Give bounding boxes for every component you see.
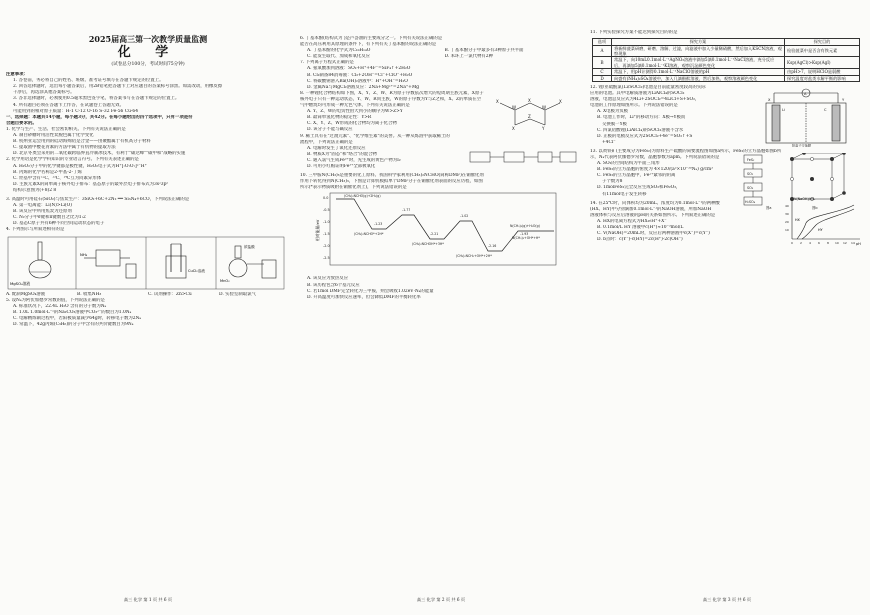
series-label: HY [818, 227, 823, 232]
q4-label-d1: 浓盐酸 [244, 244, 255, 249]
energy-value: -2.21 [430, 232, 439, 237]
q4-option: A. 配制MgSO₄溶液 [6, 291, 46, 297]
table-header: 探究方案 [612, 39, 785, 45]
q14-option: A. HX的电离方程式为HX⇌H⁺+X⁻ [597, 218, 667, 224]
svg-text:2: 2 [800, 240, 802, 245]
q2-option: C. 烃基中含有¹²C、¹³C、¹⁴C互为同素异形体 [13, 175, 102, 181]
q2-option: D. 主族元素X的简单离子核外电子排布：基态原子的最外层电子排布式为3s²3p⁵ [13, 181, 169, 187]
q1-option: C. 提取菌中樱花青素的方法中属于有机物的提取方法 [13, 145, 116, 151]
q1-option: B. 杭州亚运会用到的硅动海绵铝是合金——由聚酯属于有机高分子材料 [13, 139, 151, 145]
svg-text:W: W [512, 105, 516, 111]
table-cell: 常温下，向10mL0.1mol·L⁻¹AgNO₃溶液中滴加5滴0.1mol·L⁻¹NaCl溶液，充分反应后，再滴加5滴0.1mol·L⁻¹KI溶液，观察沉淀颜色变化 [612, 57, 785, 69]
q14-stem: 14. 在25℃时，向体积均为20mL、浓度均为0.1mol·L⁻¹的两种酸 [590, 200, 720, 206]
svg-text:Z: Z [528, 114, 531, 120]
flow-step: SO₃ [747, 186, 754, 191]
q13-option: A. SO₂的空间结构为平面三角形 [597, 161, 660, 167]
state-label: N(CH₃)₃+OH*+H* [512, 236, 540, 241]
table-cell: 探究温度对盐类水解平衡的影响 [785, 75, 860, 81]
apparatus-drawings [6, 236, 290, 290]
ytick: -2.0 [323, 244, 330, 249]
page-2 [300, 8, 582, 606]
q1-option: D. 北京冬奥会采用的二氧化碳跨临界直冷制冰技术，有利于"碳达峰""碳中和"战略的实施 [13, 151, 186, 157]
table-cell: D [593, 75, 612, 81]
q8-stem-cont: 气中燃烧均可形成一种无色气体，下列有关说法正确的是 [300, 103, 410, 109]
q8-stem: 8. 一种锂化合物结构如下图，X、Y、Z、W、R为原子序数依次增大的短周期主族元素，X原子 [300, 90, 484, 96]
q14-ylabel: V(NaOH)/mL [794, 196, 816, 201]
subject-title: 化 学 [117, 45, 179, 60]
q4-label-c: CuCl₂溶液 [188, 268, 205, 273]
q4-option: B. 收集NH₃ [77, 291, 102, 297]
q10-option: A. 该反应为放热反应 [307, 276, 349, 282]
table-cell: B [593, 57, 612, 69]
q11-stem: 11. 下列实验探究方案不能达到探究目的的是 [590, 30, 678, 35]
q7-stem: 7. 下列离子方程式正确的是 [300, 60, 354, 66]
q12-battery-diagram [754, 85, 858, 147]
chlorine-generator-icon [229, 246, 276, 278]
flow-step: SO₂ [747, 172, 754, 177]
energy-value: -1.93 [520, 232, 529, 237]
note-line: 4. 所有题目必须在答题卡上作答，在试题卷上答题无效。 [13, 102, 124, 108]
svg-text:10: 10 [785, 227, 789, 232]
q10-stem: 10. 三甲胺N(CH₃)₃是重要的化工原料。我国科学家利用(CH₃)₂NCHO(简称DMF)在铜催化剂 [300, 173, 484, 179]
ytick: -2.5 [323, 256, 330, 261]
q14-option: D. b点时：c(Y⁻)-c(HY)=2c(H⁺)-2c(OH⁻) [597, 237, 683, 243]
q2-stem: 2. 化学用语是化学学科知识的专业语言符号。下列有关表述正确的是 [6, 157, 139, 163]
q13-stem-cont: 示，Nₐ代表阿伏伽德罗常数，晶胞参数为apm。下列说法错误的是 [590, 154, 720, 160]
state-label: (CH₃)₂NCH₂+OH*+2H* [456, 254, 492, 259]
energy-value: -2.16 [488, 244, 497, 249]
q10-energy-profile [314, 191, 574, 273]
q5-stem: 5. 设Nₐ为阿伏加德罗常数的值，下列说法正确的是 [6, 297, 105, 303]
ytick: -1.0 [323, 220, 330, 225]
q9-stem: 9. 稀土具有在"过渡元素"、"化学维生素"的美誉。从一种从炼渣中获取稀土的 [300, 133, 450, 139]
flow-step: H₂SO₄ [745, 200, 756, 205]
table-cell: C [593, 69, 612, 75]
q13-option: B. FeS₂的立方晶胞的密度为 4×120/(a³×10⁻³⁰Nₐ) g/cm³ [597, 167, 713, 173]
energy-value: -1.02 [460, 214, 469, 219]
energy-value: -1.77 [402, 208, 411, 213]
q4-label-a: MgSO₄溶液 [10, 280, 31, 286]
svg-text:X: X [512, 126, 515, 132]
notes-title: 注意事项： [6, 72, 28, 78]
q12-stem: 12. 锂/亚硫酰氯(Li/SOCl₂)电池是目前能量密度较高的实际 [590, 84, 706, 90]
q4-options [6, 292, 290, 298]
q12-option: D. 正极的电极反应式为2SOCl₂+4e⁻=SO₂↑+S [597, 133, 693, 139]
q10-stem-cont: 所示(*表示物质吸附在铜催化剂上)，下列说法错误的是 [300, 185, 407, 191]
q1-option: A. 制白砂糖时用活性炭脱色属于化学变化 [13, 133, 94, 139]
q13-option: C. FeS₂的立方晶胞中，Fe²⁺紧邻的阴离 [597, 173, 676, 179]
q3-option: B. 该反应中所用焦炭为还原剂 [13, 209, 72, 215]
q12-option: A. X电极为负极 [597, 109, 629, 115]
q13-stem: 13. 以黄铁矿(主要成分为FeS₂)为原料生产硫酸的简要流程图如图a所示，FeS₂的立方晶胞如图b所 [590, 148, 782, 154]
q8-stem-cont: 核外电子只有一种运动状态，Y、W、R同主族，W的原子序数为Y与Z之和，X、Z的单质在空 [300, 96, 482, 102]
svg-text:30: 30 [785, 211, 789, 216]
q14-stem-cont: 溶液体积与反应后溶液的pH的关系如图所示。下列叙述正确的是 [590, 212, 716, 218]
table-cell: 由pH>7，说明HClO是弱酸 [785, 69, 860, 75]
q3-stem: 3. 高温时可用硅石(SiO₂)与焦炭生产：3SiO₂+6C+2N₂ ══ Si₃N₄+6CO，下列说法正确的是 [6, 196, 190, 202]
svg-text:8: 8 [827, 240, 829, 245]
q3-option: D. 基态C原子共有6种不同空间运动状态的电子 [13, 221, 105, 227]
ytick: 0.0 [323, 196, 329, 201]
ytick: -0.5 [323, 208, 330, 213]
table-row [593, 45, 860, 57]
table-header: 选项 [593, 39, 612, 45]
state-label: (CH₃)₂NCHO(g)+2H₂(g) [344, 194, 381, 199]
q10-option: B. 该历程包含6个基元反应 [307, 282, 360, 288]
q6-stem: 6. 丁基苯酚(结构式为 )是芦荟油的主要成分之一。下列有关说法正确的是 [300, 36, 443, 41]
q13-option-cont: 子个数为8 [602, 179, 623, 185]
q13-option-cont: 有11mol电子发生转移 [602, 191, 647, 197]
q12-stem-cont: 应用的电池。其中电解质溶液为LiAlCl₄的SOCl₂ [590, 91, 685, 97]
state-label: (CH₃)₂NCHO*+2H* [354, 232, 384, 237]
note-line: 2. 回答选择题时，选出每小题答案后，用2B铅笔把答题卡上对应题目的答案标号涂黑。如需改动，用橡皮擦 [13, 84, 223, 90]
table-cell: 检验菠菜中是否含有铁元素 [785, 45, 860, 57]
flow-step: FeS₂ [747, 158, 755, 163]
figure-caption: 图b [812, 206, 818, 211]
q14-option: C. V(NaOH)=20mL时，反应后两种溶液中c(X⁻)=c(Y⁻) [597, 231, 710, 237]
note-line: 3. 答非选择题时，必须使用0.5毫米黑色签字笔，将答案书写在答题卡规定的位置上。 [13, 96, 180, 102]
table-cell: 向盛有(NH₄)₂SO₄溶液中，加入几滴酚酞溶液，然后加热，观察溶液颜色变化 [612, 75, 785, 81]
q9-option: C. 通入氯气生成Fe³⁺时，先生成的黄色产物为I₂ [307, 157, 401, 163]
q7-option: C. 将碳酸钠溶入Ba(OH)₂溶液中：H⁺+OH⁻=H₂O [307, 78, 408, 84]
q10-stem-cont: 作用下转化得到N(CH₃)₃，下图是计算机模拟单个DMF分子在铜催化剂表面的反应历程，如图 [300, 179, 483, 185]
q7-option: A. 氨氧酸加到溶液：SO₂+H⁺+4F⁻=SiF₄↑+2H₂O [307, 66, 411, 72]
series-hx-curve [797, 205, 854, 239]
svg-text:14: 14 [851, 240, 855, 245]
q7-option: B. Cl₂制备84消毒液：Cl₂+2OH⁻=Cl⁻+ClO⁻+H₂O [307, 72, 413, 78]
q12-stem-cont: 电池的工作原理如图所示。下列说法错误的是 [590, 103, 678, 109]
section-1-heading-cont: 合题目要求的。 [6, 120, 37, 126]
q6-option: B. 丁基苯酚分子中最多有3种原子共平面 [444, 48, 524, 54]
q12-option-cont: +4Cl⁻ [602, 139, 616, 145]
table-header: 探究目的 [785, 39, 860, 45]
table-cell: 将新鲜菠菜研磨，研磨、溶解、过滤，向滤液中加入少量稀硝酸，然后加入KSCN溶液，观察现象 [612, 45, 785, 57]
q10-option: C. 若1mol DMF完全转化为三甲胺，则会吸收1.02eV·Nₐ的能量 [307, 288, 434, 294]
q14-titration-chart [780, 195, 864, 247]
q4-label-b: NH₃ [80, 251, 88, 257]
q5-option: B. 1.0L 1.0mol·L⁻¹的Na₂CO₃溶液中CO₃²⁻的数目为1.0Nₐ [13, 309, 132, 315]
q4-apparatus-figures [6, 236, 290, 290]
page-3 [590, 8, 864, 606]
svg-text:6: 6 [818, 240, 820, 245]
note-line: 1. 答卷前，务必将自己的姓名、班级、准考证号填写在答题卡规定的位置上。 [13, 78, 164, 84]
q5-option: C. 电解精炼铜过程中，若阳极质量减少64g时，转移电子数为2Nₐ [13, 315, 142, 321]
table-cell: Ksp(AgCl)>Ksp(AgI) [785, 57, 860, 69]
q8-option: D. 该分子不能与碱反应 [307, 127, 353, 133]
q9-option: B. 物质X为"固态"和"络合"的混合物 [307, 151, 377, 157]
q8-option: A. Y、Z、W的电负性由大到小的顺序为W>Z>Y [307, 109, 403, 115]
q10-option: D. 升高温度可加快反应速率，但会降低DMF的平衡转化率 [307, 294, 421, 300]
q12-stem-cont: 溶液，电池总反应式为4Li+2SOCl₂=4LiCl+S+SO₂， [590, 97, 700, 103]
atomic-mass-line: 可能用到的相对原子质量：H-1 C-12 O-16 S-32 Fe-56 Cu-64 [13, 108, 139, 114]
gas-collection-icon [84, 250, 136, 278]
svg-text:W: W [542, 105, 546, 111]
ytick: -1.5 [323, 232, 330, 237]
q14-stem-cont: (HX、HY)中分别滴加0.1mol·L⁻¹的NaOH溶液，所加NaOH [590, 206, 712, 212]
q6-option: D. 苯环上一氯代物有2种 [444, 54, 493, 60]
q4-label-d2: MnO₂ [220, 278, 230, 283]
q7-option: D. 金属Na与MgCl₂溶液反应：2Na+Mg²⁺=2Na⁺+Mg [307, 84, 420, 90]
section-1-heading: 一、选择题：本题共14小题，每小题3分，共42分。在每小题给出的四个选项中，只有一项是符 [6, 114, 193, 120]
table-row [593, 57, 860, 69]
q12-option: C. 四氯铝酸锂(LiAlCl₄)的SOCl₂溶液不含水 [597, 127, 684, 133]
energy-ylabel: 相对能量/eV [315, 219, 320, 242]
cathode-label: C [824, 107, 827, 112]
q4-option: C. 试剂操作：Zn>Cu [148, 291, 192, 297]
q8-option: C. X、Y、Z、W形成的化合物均为离子化合物 [307, 121, 397, 127]
figure-caption: 图a [766, 206, 772, 211]
q4-stem: 4. 下列图示与所叙述相符的是 [6, 227, 65, 233]
svg-text:X: X [559, 99, 562, 105]
galvanic-cell-icon [166, 244, 186, 278]
electrode-y-label: Y [842, 97, 845, 102]
svg-text:4: 4 [809, 240, 811, 245]
q6-option: C. 能发生取代、加成和氧化反应 [307, 54, 371, 60]
q8-option: B. 最简单氢化物的稳定性：Y>R [307, 115, 372, 121]
volumetric-flask-icon [29, 242, 51, 278]
table-cell: A [593, 45, 612, 57]
note-line: 干净后，再选涂其他答案标号。 [13, 90, 75, 96]
anode-label: Li [782, 107, 786, 112]
q11-table [592, 38, 860, 82]
q9-process-flow [468, 144, 580, 172]
q2-option-cont: 结构示意图为(+8)2 8 [13, 187, 57, 193]
series-label: HX [795, 217, 800, 222]
ammeter-label: A [804, 91, 807, 96]
exam-title: 2025届高三第一次教学质量监测 [88, 34, 208, 44]
state-label: (CH₃)₂NCHOH*+3H* [412, 242, 444, 247]
q13-option: D. 1molFeS₂完全反应生成SO₂和Fe₂O₃， [597, 185, 681, 191]
table-row [593, 75, 860, 81]
q3-option: A. 第一电离能：Li(N)>Li(O) [13, 203, 72, 209]
svg-text:X: X [528, 98, 531, 104]
q5-option: A. 标准状况下，22.4L H₂O 含有的分子数为Nₐ [13, 303, 107, 309]
q1-stem: 1. 化学与生产、生活、社会密切相关。下列有关说法正确的是 [6, 126, 126, 132]
table-cell: 常温下，用pH计测得0.1mol·L⁻¹NaClO溶液的pH [612, 69, 785, 75]
page-footer: 高三 化学 第 3 页 共 6 页 [702, 596, 752, 602]
q9-stem-cont: 流程中，下列说法正确的是 [300, 139, 353, 145]
page-footer: 高三 化学 第 1 页 共 6 页 [123, 596, 173, 602]
svg-text:40: 40 [785, 203, 789, 208]
q8-structure-diagram [490, 95, 570, 135]
q3-option: C. N₂分子中σ键和π键数目之比为1:2 [13, 215, 86, 221]
svg-text:20: 20 [785, 219, 789, 224]
state-label: N(CH₃)₃(g)+H₂O(g) [510, 224, 540, 229]
q2-option: B. 丙烯的化学名称是2-甲基-2-丁烯 [13, 169, 82, 175]
q4-option: D. 实验室制取氯气 [219, 291, 256, 297]
q9-option: D. 可用小红帽证明Fe³⁺全部被氧化 [307, 163, 376, 169]
q5-option: D. 常温下，42g丙烯(C₃H₆)的分子中含有的共价键数目为9Nₐ [13, 322, 134, 327]
electrode-x-label: X [768, 97, 771, 102]
svg-text:Y: Y [542, 126, 545, 132]
svg-text:X: X [496, 99, 499, 105]
svg-text:10: 10 [835, 240, 839, 245]
energy-value: -1.23 [374, 222, 383, 227]
page-footer: 高三 化学 第 2 页 共 6 页 [416, 596, 466, 602]
q6-stem-cont: 能否在高压利用其原理的条件下，有下列有关丁基苯酚的说法正确的是 [300, 42, 437, 48]
q9-option: A. 电解时发生了氧化还原反应 [307, 145, 366, 151]
page-1 [6, 8, 290, 606]
q12-option-cont: 交换膜一Y极 [602, 121, 627, 127]
membrane-label: 阳离子交换膜 [792, 143, 812, 147]
q2-option: A. H₂O₂分子中的化学键都是极性键，H₂O₂电子式为H⁺[:O:O:]²⁻H⁺ [13, 163, 147, 169]
q6-option: A. 丁基苯酚的化学式为C₁₀H₁₄O [307, 48, 371, 54]
q14-xlabel: pH [856, 241, 861, 246]
q12-option: B. 电池工作时，Li⁺的移动方向：X极→Y极而 [597, 115, 686, 121]
q14-option: B. 0.1mol/L HY 溶液中c(H⁺)≈10⁻³mol/L [597, 225, 684, 230]
svg-text:12: 12 [843, 240, 847, 245]
exam-info: (试卷总分100分，考试时间75分钟) [111, 62, 185, 67]
svg-text:0: 0 [791, 240, 793, 245]
